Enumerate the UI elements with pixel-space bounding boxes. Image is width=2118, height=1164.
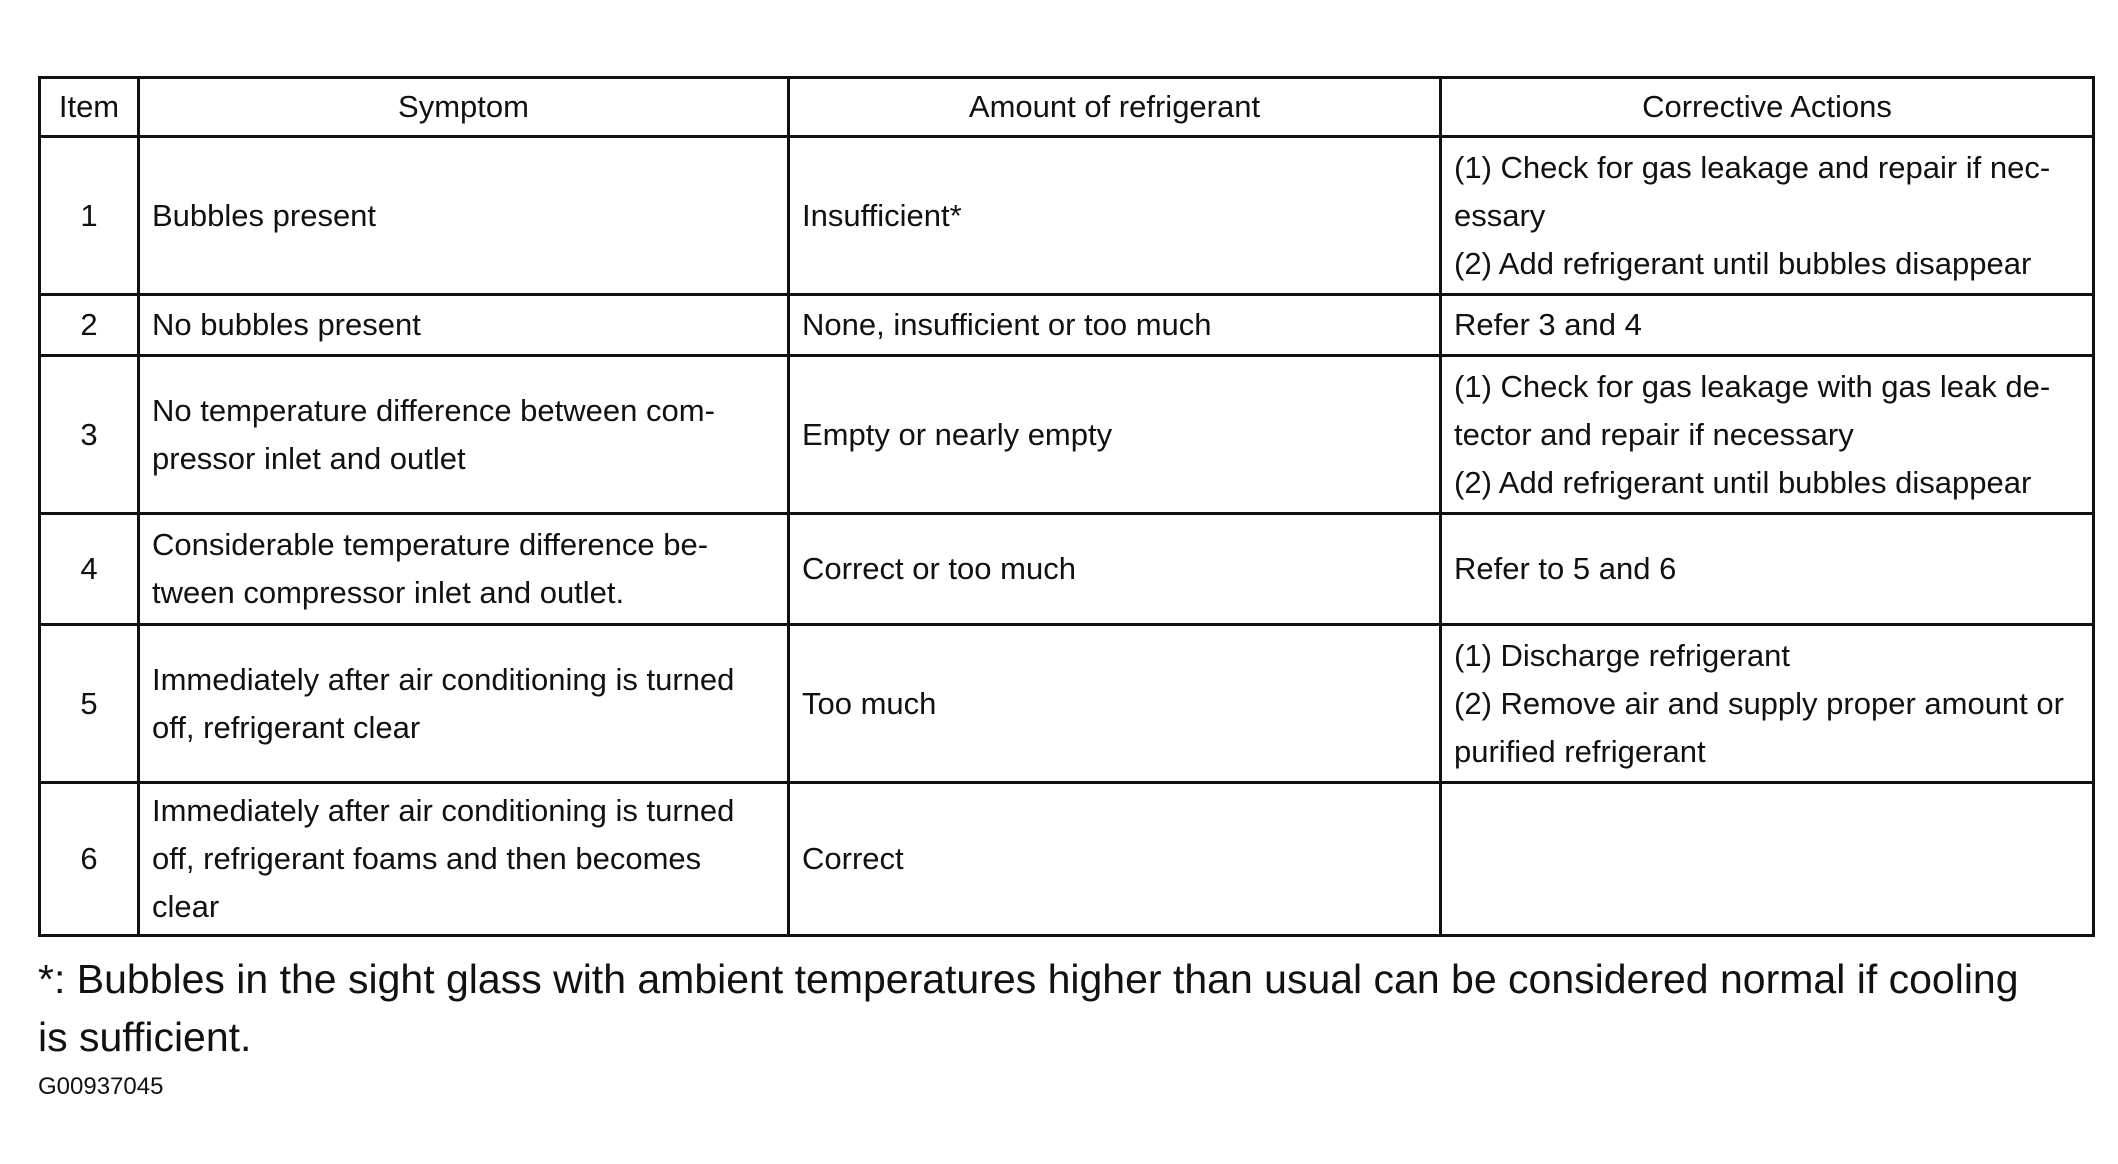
item-number: 4 (40, 514, 139, 625)
table-row (40, 514, 2094, 625)
header-corrective-actions: Corrective Actions (1441, 78, 2094, 137)
symptom-line: Immediately after air conditioning is turned (152, 661, 735, 697)
symptom-line: pressor inlet and outlet (152, 440, 466, 476)
amount-cell: Correct (789, 783, 1441, 936)
symptom-line: Immediately after air conditioning is turned (152, 793, 735, 828)
amount-cell: Empty or nearly empty (789, 356, 1441, 514)
action-line: (2) Remove air and supply proper amount or (1454, 685, 2064, 721)
figure-id: G00937045 (38, 1073, 164, 1100)
action-line: Refer to 5 and 6 (1454, 551, 1677, 586)
table-row (40, 295, 2094, 356)
item-number: 2 (40, 295, 139, 356)
symptom-cell (139, 137, 789, 295)
symptom-line: off, refrigerant clear (152, 709, 421, 745)
item-number: 6 (40, 783, 139, 936)
amount-cell: None, insufficient or too much (789, 295, 1441, 356)
refrigerant-diagnosis-table (38, 76, 2095, 937)
symptom-line: clear (152, 889, 220, 924)
actions-cell (1441, 137, 2094, 295)
amount-cell: Insufficient* (789, 137, 1441, 295)
symptom-line: Considerable temperature difference be- (152, 527, 709, 562)
actions-cell (1441, 514, 2094, 625)
amount-cell: Too much (789, 625, 1441, 783)
table-row (40, 137, 2094, 295)
symptom-cell (139, 783, 789, 936)
table-row (40, 625, 2094, 783)
footnote (38, 950, 2108, 1066)
symptom-cell (139, 356, 789, 514)
symptom-line: tween compressor inlet and outlet. (152, 575, 625, 610)
action-line: purified refrigerant (1454, 733, 1706, 769)
header-symptom: Symptom (139, 78, 789, 137)
actions-cell-empty (1441, 783, 2094, 936)
item-number: 3 (40, 356, 139, 514)
header-amount: Amount of refrigerant (789, 78, 1441, 137)
header-item: Item (40, 78, 139, 137)
action-line: (1) Check for gas leakage with gas leak de- (1454, 368, 2051, 404)
actions-cell (1441, 295, 2094, 356)
symptom-line: off, refrigerant foams and then becomes (152, 841, 702, 876)
symptom-cell (139, 625, 789, 783)
action-line: (1) Check for gas leakage and repair if nec- (1454, 149, 2051, 185)
action-line: (2) Add refrigerant until bubbles disappear (1454, 245, 2032, 281)
action-line: Refer 3 and 4 (1454, 307, 1642, 342)
symptom-cell (139, 514, 789, 625)
footnote-line: *: Bubbles in the sight glass with ambient temperatures higher than usual can be considered normal if cooling (38, 956, 2019, 1002)
table-header-row (40, 78, 2094, 137)
amount-cell: Correct or too much (789, 514, 1441, 625)
item-number: 5 (40, 625, 139, 783)
table-row (40, 783, 2094, 936)
symptom-line: No temperature difference between com- (152, 392, 715, 428)
refrigerant-diagnosis-table-wrap (38, 76, 2092, 937)
action-line: essary (1454, 197, 1546, 233)
symptom-line: No bubbles present (152, 307, 421, 342)
actions-cell (1441, 625, 2094, 783)
actions-cell (1441, 356, 2094, 514)
action-line: (1) Discharge refrigerant (1454, 637, 1790, 673)
action-line: (2) Add refrigerant until bubbles disappear (1454, 464, 2032, 500)
action-line: tector and repair if necessary (1454, 416, 1854, 452)
item-number: 1 (40, 137, 139, 295)
symptom-cell (139, 295, 789, 356)
footnote-line: is sufficient. (38, 1014, 252, 1060)
table-row (40, 356, 2094, 514)
symptom-line: Bubbles present (152, 197, 377, 233)
